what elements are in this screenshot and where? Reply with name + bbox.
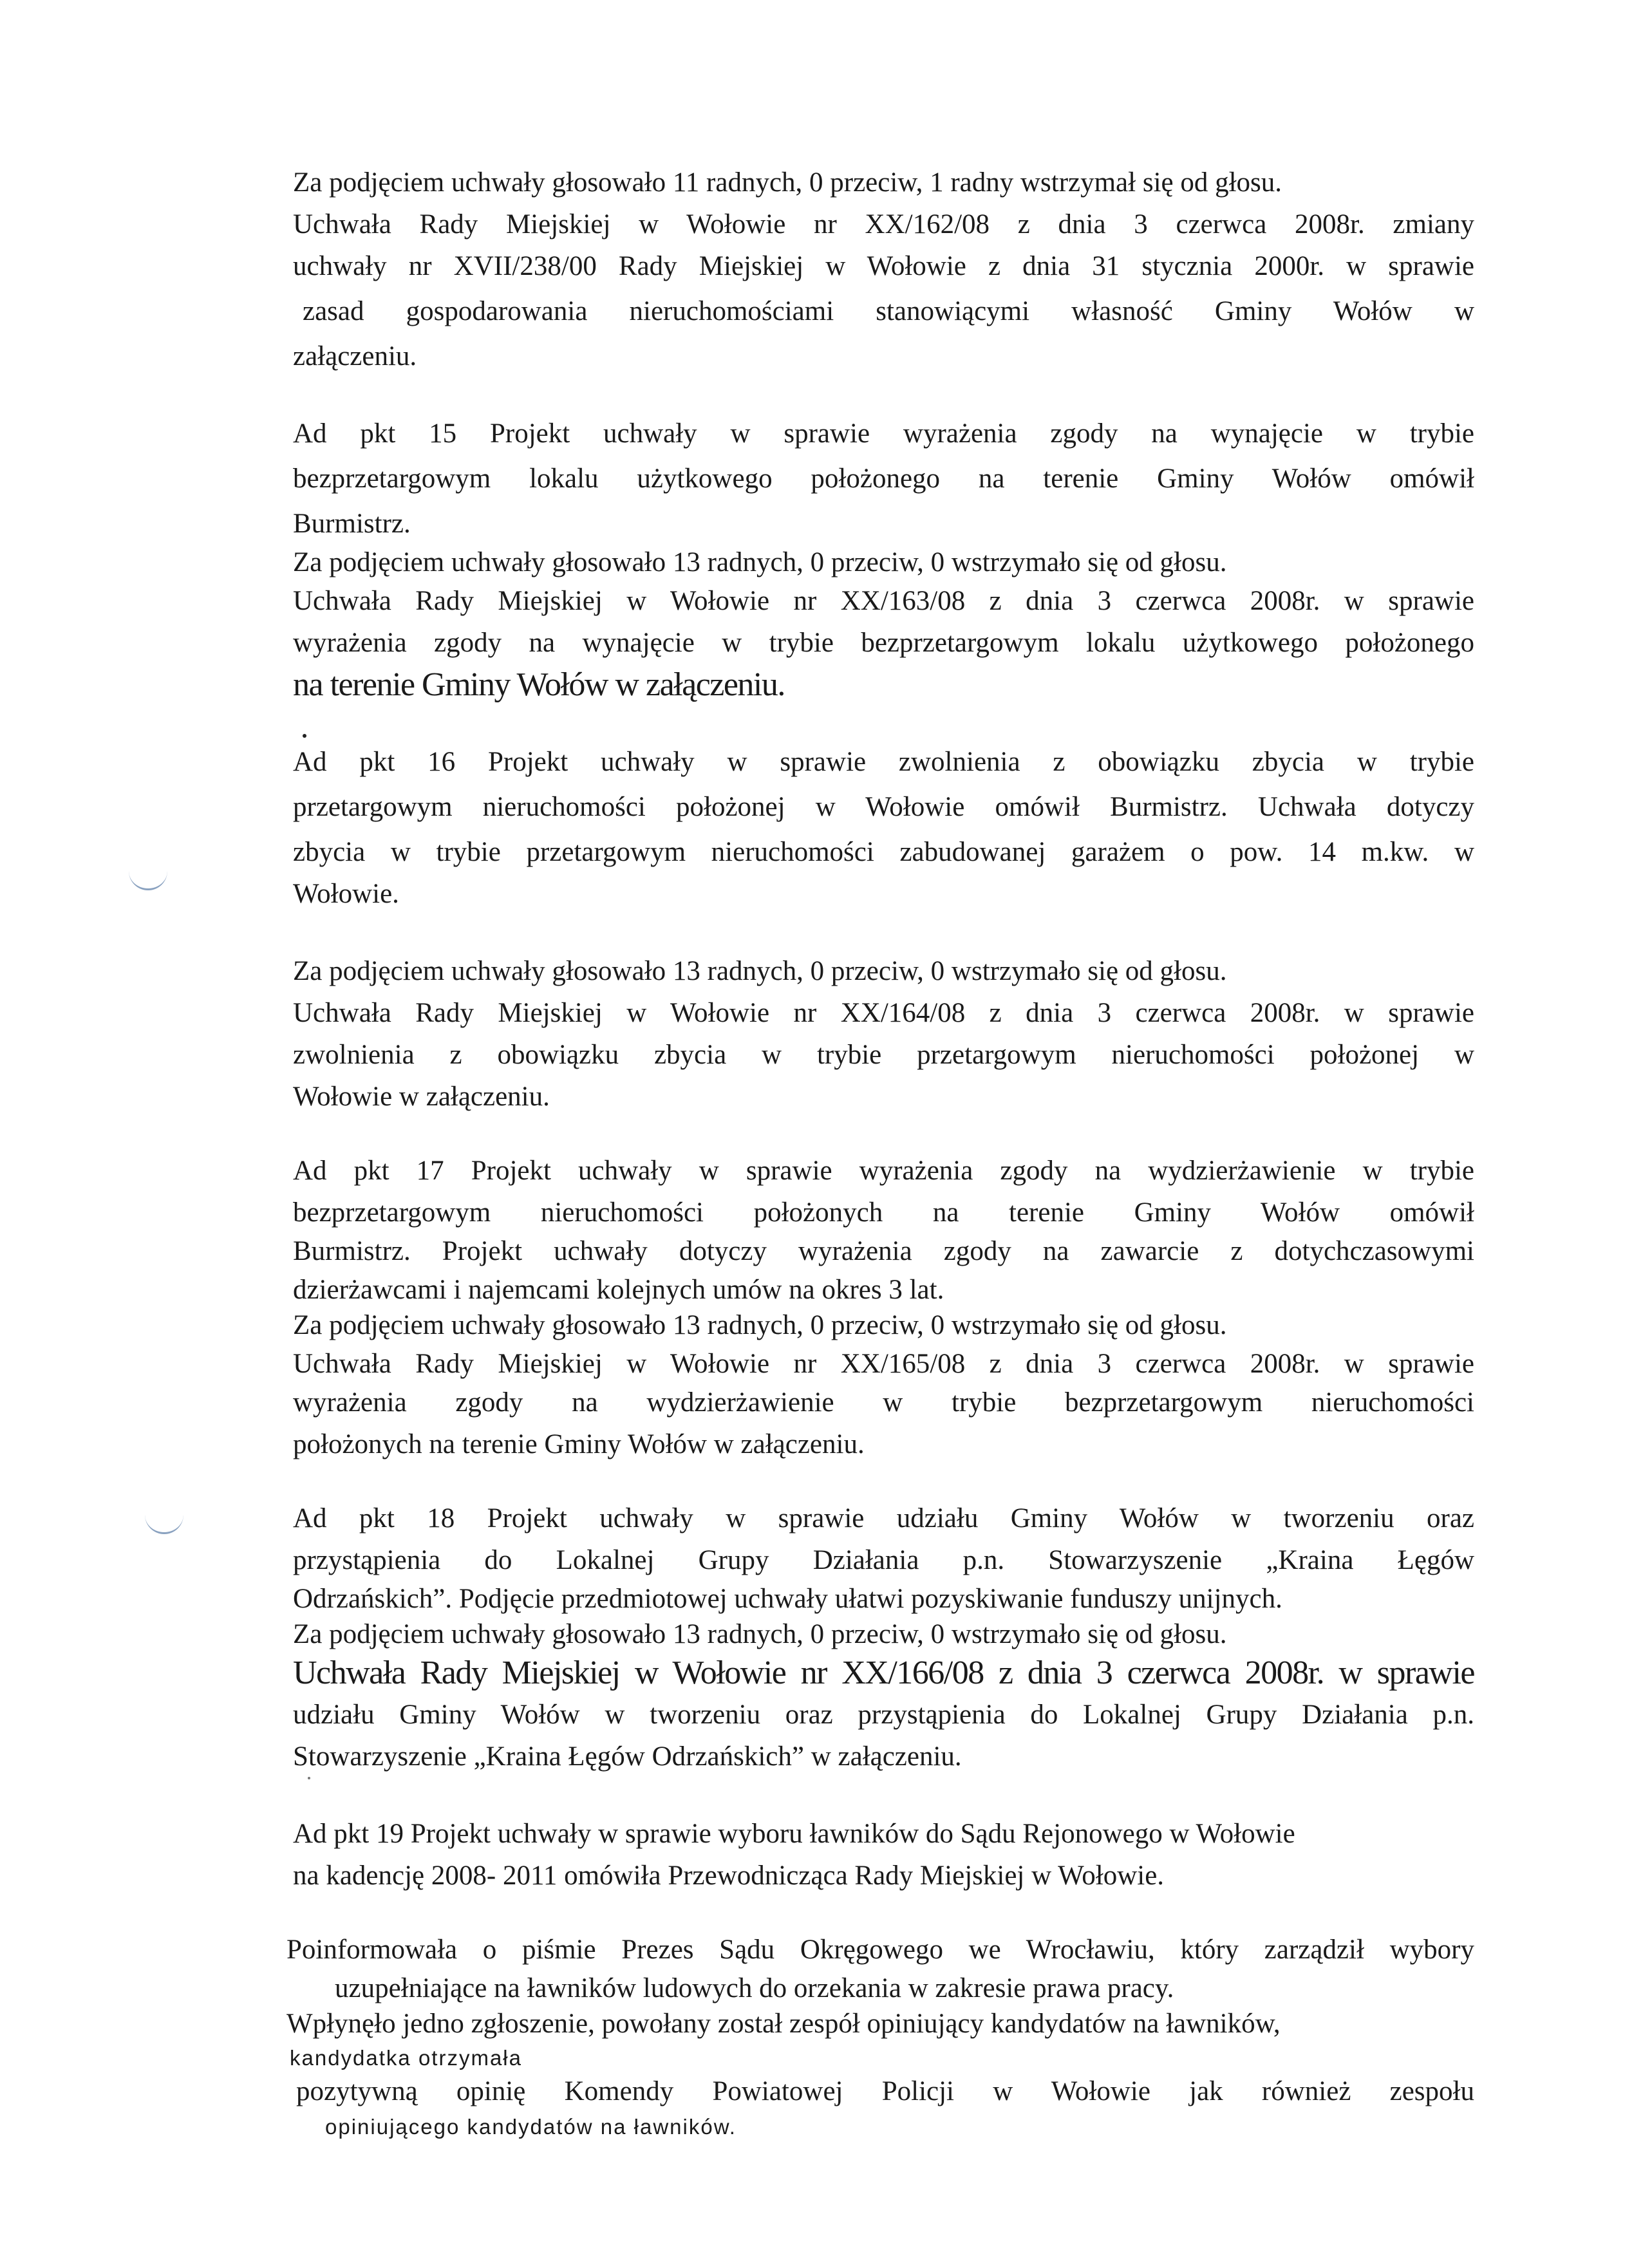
text-line: kandydatka otrzymała (290, 2046, 522, 2070)
text-line: Za podjęciem uchwały głosowało 11 radnych, 0 przeciw, 1 radny wstrzymał się od głosu. (293, 167, 1282, 198)
text-line: uzupełniające na ławników ludowych do orzekania w zakresie prawa pracy. (335, 1973, 1174, 2003)
text-line: Wołowie w załączeniu. (293, 1082, 550, 1112)
text-line: Za podjęciem uchwały głosowało 13 radnych, 0 przeciw, 0 wstrzymało się od głosu. (293, 1310, 1227, 1340)
text-line: Burmistrz. (293, 509, 411, 539)
text-line: Odrzańskich”. Podjęcie przedmiotowej uchwały ułatwi pozyskiwanie funduszy unijnych. (293, 1584, 1282, 1614)
text-line: przystąpienia do Lokalnej Grupy Działania p.n. Stowarzyszenie „Kraina Łęgów (293, 1545, 1474, 1575)
text-line: zwolnienia z obowiązku zbycia w trybie przetargowym nieruchomości położonej w (293, 1040, 1474, 1070)
text-line: Wołowie. (293, 879, 399, 909)
text-line: Ad pkt 18 Projekt uchwały w sprawie udziału Gminy Wołów w tworzeniu oraz (293, 1503, 1474, 1533)
text-line: Uchwała Rady Miejskiej w Wołowie nr XX/165/08 z dnia 3 czerwca 2008r. w sprawie (293, 1349, 1474, 1379)
text-line: wyrażenia zgody na wydzierżawienie w trybie bezprzetargowym nieruchomości (293, 1387, 1474, 1418)
text-line: przetargowym nieruchomości położonej w Wołowie omówił Burmistrz. Uchwała dotyczy (293, 792, 1474, 822)
text-line: Burmistrz. Projekt uchwały dotyczy wyrażenia zgody na zawarcie z dotychczasowymi (293, 1236, 1474, 1266)
text-line: położonych na terenie Gminy Wołów w załączeniu. (293, 1429, 865, 1459)
text-line: wyrażenia zgody na wynajęcie w trybie bezprzetargowym lokalu użytkowego położonego (293, 628, 1474, 658)
text-line: załączeniu. (293, 341, 417, 371)
text-line: udziału Gminy Wołów w tworzeniu oraz przystąpienia do Lokalnej Grupy Działania p.n. (293, 1700, 1474, 1730)
text-line: Ad pkt 17 Projekt uchwały w sprawie wyrażenia zgody na wydzierżawienie w trybie (293, 1156, 1474, 1186)
text-line: Uchwała Rady Miejskiej w Wołowie nr XX/164/08 z dnia 3 czerwca 2008r. w sprawie (293, 998, 1474, 1028)
text-line: dzierżawcami i najemcami kolejnych umów na okres 3 lat. (293, 1275, 944, 1305)
text-line: pozytywną opinię Komendy Powiatowej Policji w Wołowie jak również zespołu (296, 2076, 1474, 2106)
text-line: Uchwała Rady Miejskiej w Wołowie nr XX/166/08 z dnia 3 czerwca 2008r. w sprawie (293, 1655, 1474, 1691)
binding-hole-mark (145, 1513, 183, 1534)
scan-speck (303, 734, 306, 738)
text-line: Uchwała Rady Miejskiej w Wołowie nr XX/162/08 z dnia 3 czerwca 2008r. zmiany (293, 209, 1474, 239)
text-line: Wpłynęło jedno zgłoszenie, powołany został zespół opiniujący kandydatów na ławników, (286, 2009, 1281, 2039)
text-line: Za podjęciem uchwały głosowało 13 radnych, 0 przeciw, 0 wstrzymało się od głosu. (293, 1619, 1227, 1649)
text-line: Uchwała Rady Miejskiej w Wołowie nr XX/163/08 z dnia 3 czerwca 2008r. w sprawie (293, 586, 1474, 616)
text-line: bezprzetargowym lokalu użytkowego położonego na terenie Gminy Wołów omówił (293, 464, 1474, 494)
text-line: opiniującego kandydatów na ławników. (325, 2115, 737, 2139)
binding-hole-mark (129, 869, 167, 890)
text-line: bezprzetargowym nieruchomości położonych na terenie Gminy Wołów omówił (293, 1197, 1474, 1228)
text-line: na terenie Gminy Wołów w załączeniu. (293, 666, 785, 703)
text-line: zasad gospodarowania nieruchomościami stanowiącymi własność Gminy Wołów w (303, 296, 1474, 326)
text-line: na kadencję 2008- 2011 omówiła Przewodnicząca Rady Miejskiej w Wołowie. (293, 1861, 1165, 1891)
text-line: Stowarzyszenie „Kraina Łęgów Odrzańskich” w załączeniu. (293, 1741, 962, 1772)
text-line: zbycia w trybie przetargowym nieruchomości zabudowanej garażem o pow. 14 m.kw. w (293, 837, 1474, 867)
text-line: Za podjęciem uchwały głosowało 13 radnych, 0 przeciw, 0 wstrzymało się od głosu. (293, 547, 1227, 577)
text-line: Ad pkt 15 Projekt uchwały w sprawie wyrażenia zgody na wynajęcie w trybie (293, 418, 1474, 449)
text-line: Ad pkt 16 Projekt uchwały w sprawie zwolnienia z obowiązku zbycia w trybie (293, 747, 1474, 777)
text-line: Poinformowała o piśmie Prezes Sądu Okręgowego we Wrocławiu, który zarządził wybory (286, 1935, 1474, 1965)
scan-speck (308, 1777, 310, 1779)
text-line: Ad pkt 19 Projekt uchwały w sprawie wyboru ławników do Sądu Rejonowego w Wołowie (293, 1819, 1295, 1849)
text-line: uchwały nr XVII/238/00 Rady Miejskiej w Wołowie z dnia 31 stycznia 2000r. w sprawie (293, 251, 1474, 281)
text-line: Za podjęciem uchwały głosowało 13 radnych, 0 przeciw, 0 wstrzymało się od głosu. (293, 956, 1227, 986)
